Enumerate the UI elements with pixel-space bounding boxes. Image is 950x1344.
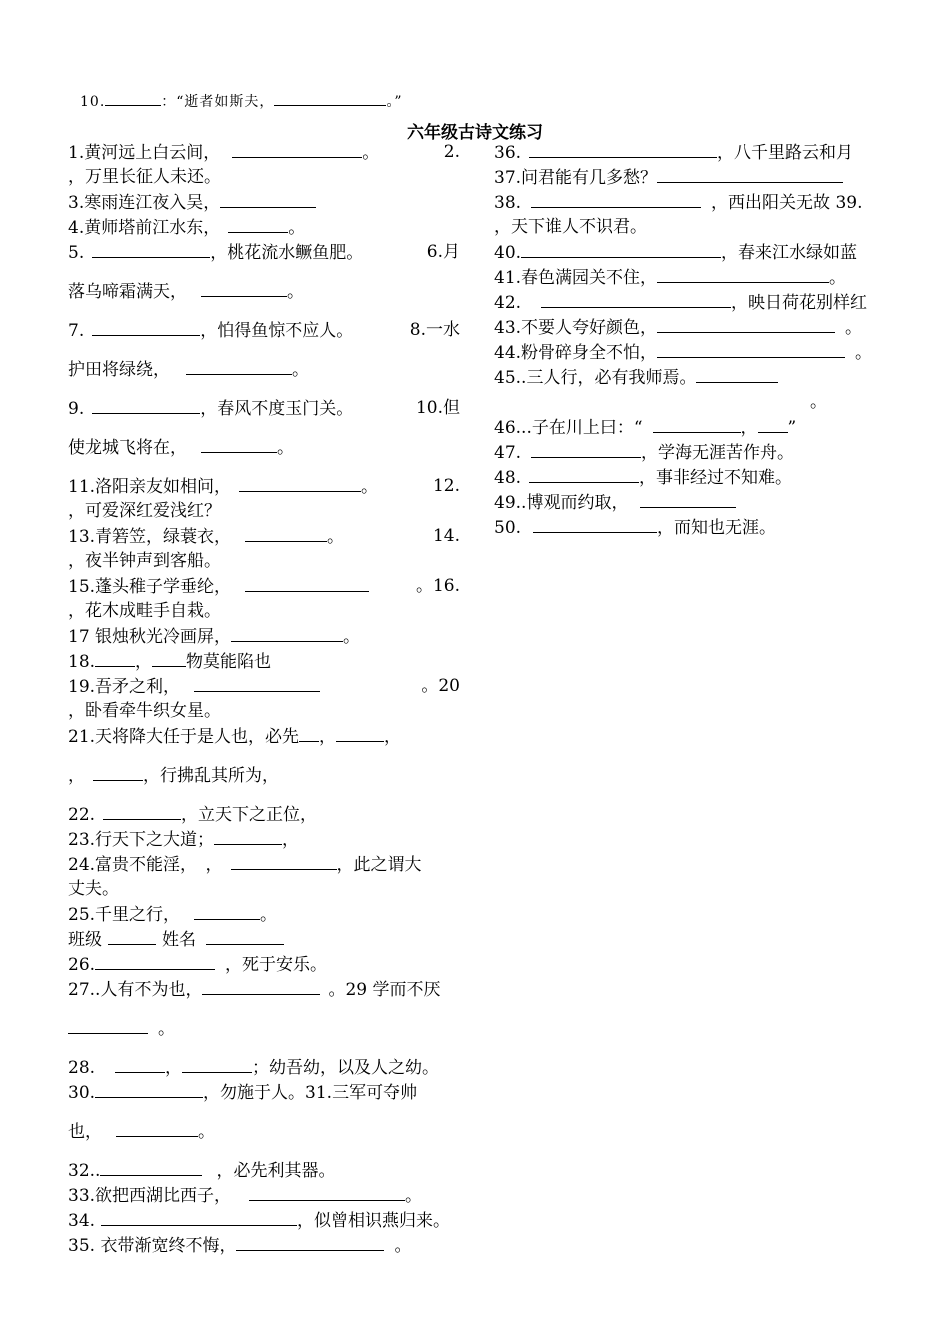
q10-quote: ：“逝者如斯夫， xyxy=(161,94,275,110)
question-line xyxy=(68,902,460,927)
text-segment: 。 xyxy=(277,438,294,458)
answer-blank[interactable] xyxy=(115,1055,165,1073)
question-line xyxy=(68,699,460,724)
class-name-line xyxy=(68,927,460,952)
answer-blank[interactable] xyxy=(541,290,731,308)
question-line xyxy=(494,365,886,390)
text-segment: 。29 学而不厌 xyxy=(328,980,441,1000)
answer-blank[interactable] xyxy=(274,88,386,106)
text-segment: ， xyxy=(384,727,402,747)
text-segment: ，必先利其器。 xyxy=(216,1161,336,1181)
question-line xyxy=(68,574,460,599)
question-line xyxy=(494,465,886,490)
text-segment: ，立天下之正位， xyxy=(181,805,318,825)
text-segment: 。 xyxy=(158,1019,175,1039)
answer-blank[interactable] xyxy=(103,802,181,820)
question-line xyxy=(68,524,460,549)
text-segment: 9. xyxy=(68,399,85,419)
answer-blank[interactable] xyxy=(214,827,282,845)
question-line xyxy=(494,290,886,315)
answer-blank[interactable] xyxy=(529,465,639,483)
question-line xyxy=(68,396,460,421)
answer-blank[interactable] xyxy=(531,440,641,458)
name-field[interactable] xyxy=(206,927,284,945)
question-line xyxy=(68,215,460,240)
text-segment: ，行拂乱其所为， xyxy=(143,766,279,786)
text-segment: 25.千里之行， xyxy=(68,905,181,925)
answer-blank[interactable] xyxy=(239,474,361,492)
text-segment: ，此之谓大 xyxy=(336,855,422,875)
text-segment: 也， xyxy=(68,1122,102,1142)
question-line xyxy=(494,440,886,465)
question-line xyxy=(68,724,460,749)
question-line xyxy=(494,390,886,415)
text-segment: 46...子在川上曰：“ xyxy=(494,418,643,438)
text-segment: 40. xyxy=(494,243,522,263)
answer-blank[interactable] xyxy=(231,624,343,642)
answer-blank[interactable] xyxy=(194,902,260,920)
text-segment: 23.行天下之大道； xyxy=(68,830,215,850)
answer-blank[interactable] xyxy=(186,357,292,375)
question-line xyxy=(68,952,460,977)
text-segment: 。 xyxy=(292,360,309,380)
question-line xyxy=(68,357,460,382)
text-segment: ，似曾相识燕归来。 xyxy=(297,1211,451,1231)
question-line xyxy=(68,827,460,852)
text-segment: ，死于安乐。 xyxy=(225,955,328,975)
text-segment: ，映日荷花别样红 xyxy=(731,293,868,313)
answer-blank[interactable] xyxy=(249,1183,405,1201)
answer-blank[interactable] xyxy=(696,365,778,383)
text-segment: 43.不要人夸好颜色， xyxy=(494,318,658,338)
text-segment: 11.洛阳亲友如相问， xyxy=(68,477,232,497)
answer-blank[interactable] xyxy=(521,240,721,258)
answer-blank[interactable] xyxy=(531,190,701,208)
text-segment: 42. xyxy=(494,293,522,313)
question-line xyxy=(494,315,886,340)
question-line xyxy=(68,1183,460,1208)
question-line xyxy=(68,190,460,215)
text-segment: 10.但 xyxy=(415,398,460,418)
text-segment: 护田将绿绕， xyxy=(68,360,170,380)
q10-number: 10. xyxy=(80,94,106,110)
text-segment: 落乌啼霜满天， xyxy=(68,282,187,302)
question-line xyxy=(68,1208,460,1233)
text-segment: ， xyxy=(740,418,758,438)
text-segment: 。 xyxy=(198,1122,215,1142)
text-segment: ” xyxy=(787,418,797,438)
text-segment: 17 银烛秋光冷画屏， xyxy=(68,627,232,647)
text-segment: 。 xyxy=(810,392,827,412)
question-line xyxy=(68,240,460,265)
answer-blank[interactable] xyxy=(758,415,788,433)
text-segment: ，怕得鱼惊不应人。 xyxy=(200,321,354,341)
question-line xyxy=(68,649,460,674)
text-segment: 6.月 xyxy=(426,242,460,262)
text-segment: 3.寒雨连江夜入吴， xyxy=(68,193,221,213)
text-segment: 26. xyxy=(68,955,96,975)
text-segment: 使龙城飞将在， xyxy=(68,438,187,458)
text-segment: 24.富贵不能淫， ， xyxy=(68,855,223,875)
text-segment: 姓名 xyxy=(162,930,196,950)
text-segment: 13.青箬笠，绿蓑衣， xyxy=(68,527,232,547)
question-line xyxy=(494,265,886,290)
right-column xyxy=(494,140,886,540)
answer-blank[interactable] xyxy=(95,1080,203,1098)
text-segment: ，春风不度玉门关。 xyxy=(200,399,354,419)
text-segment: 。 xyxy=(288,218,306,238)
answer-blank[interactable] xyxy=(231,852,337,870)
text-segment: 。 xyxy=(343,627,361,647)
text-segment: 50. xyxy=(494,518,522,538)
question-line xyxy=(68,318,460,343)
question-10-line xyxy=(80,88,403,111)
text-segment: 1.黄河远上白云间， xyxy=(68,143,221,163)
answer-blank[interactable] xyxy=(101,1208,297,1226)
answer-blank[interactable] xyxy=(95,952,215,970)
text-segment: 。 xyxy=(260,905,278,925)
answer-blank[interactable] xyxy=(529,140,717,158)
text-segment: 。 xyxy=(361,477,379,497)
answer-blank[interactable] xyxy=(105,88,161,106)
answer-blank[interactable] xyxy=(299,724,319,742)
text-segment: 。20 xyxy=(421,676,460,696)
question-line xyxy=(494,240,886,265)
text-segment: 。 xyxy=(287,282,304,302)
text-segment: 44.粉骨碎身全不怕， xyxy=(494,343,658,363)
question-line xyxy=(494,340,886,365)
answer-blank[interactable] xyxy=(232,140,362,158)
text-segment: ， xyxy=(319,727,337,747)
question-line xyxy=(68,763,460,788)
question-line xyxy=(494,140,886,165)
text-segment: 。 xyxy=(405,1186,423,1206)
text-segment: ，学海无涯苦作舟。 xyxy=(641,443,795,463)
text-segment: ，万里长征人未还。 xyxy=(68,167,221,187)
question-line xyxy=(68,1055,460,1080)
text-segment: ，桃花流水鳜鱼肥。 xyxy=(210,243,364,263)
text-segment: 物莫能陷也 xyxy=(186,652,272,672)
text-segment: 22. xyxy=(68,805,96,825)
text-segment: ，八千里路云和月 xyxy=(717,143,854,163)
question-line xyxy=(68,549,460,574)
text-segment: ，而知也无涯。 xyxy=(657,518,777,538)
text-segment: ，春来江水绿如蓝 xyxy=(721,243,858,263)
answer-blank[interactable] xyxy=(152,649,186,667)
answer-blank[interactable] xyxy=(201,435,277,453)
q10-end: 。” xyxy=(386,94,403,110)
answer-blank[interactable] xyxy=(68,1016,148,1034)
question-line xyxy=(68,140,460,165)
text-segment: 19.吾矛之利， xyxy=(68,677,181,697)
question-line xyxy=(494,415,886,440)
question-line xyxy=(68,499,460,524)
text-segment: ，可爱深红爱浅红？ xyxy=(68,501,221,521)
text-segment: ；幼吾幼，以及人之幼。 xyxy=(252,1058,440,1078)
text-segment: ， xyxy=(165,1058,183,1078)
answer-blank[interactable] xyxy=(657,165,843,183)
text-segment: 。 xyxy=(829,268,847,288)
text-segment: 7. xyxy=(68,321,85,341)
question-line xyxy=(494,515,886,540)
text-segment: ，花木成畦手自栽。 xyxy=(68,601,221,621)
answer-blank[interactable] xyxy=(92,240,210,258)
question-line xyxy=(68,1158,460,1183)
question-line xyxy=(494,215,886,240)
text-segment: 27..人有不为也， xyxy=(68,980,203,1000)
text-segment: 35. 衣带渐宽终不悔， xyxy=(68,1236,237,1256)
text-segment: 18. xyxy=(68,652,96,672)
question-line xyxy=(494,190,886,215)
text-segment: 12. xyxy=(432,476,460,496)
question-line xyxy=(68,674,460,699)
text-segment: 37.问君能有几多愁？ xyxy=(494,168,658,188)
text-segment: 。 xyxy=(855,343,873,363)
text-segment: 。 xyxy=(362,143,380,163)
answer-blank[interactable] xyxy=(653,415,741,433)
text-segment: 47. xyxy=(494,443,522,463)
text-segment: 。16. xyxy=(415,576,460,596)
text-segment: 班级 xyxy=(68,930,102,950)
question-line xyxy=(68,599,460,624)
text-segment: 8.一水 xyxy=(409,320,460,340)
text-segment: 48. xyxy=(494,468,522,488)
text-segment: 45..三人行，必有我师焉。 xyxy=(494,368,697,388)
answer-blank[interactable] xyxy=(640,490,736,508)
left-column xyxy=(68,140,460,1258)
text-segment: ， xyxy=(68,766,85,786)
answer-blank[interactable] xyxy=(116,1119,198,1137)
text-segment: 28. xyxy=(68,1058,96,1078)
text-segment: ，西出阳关无故 39. xyxy=(711,193,863,213)
text-segment: 。 xyxy=(845,318,863,338)
text-segment: 32.. xyxy=(68,1161,101,1181)
answer-blank[interactable] xyxy=(92,318,200,336)
answer-blank[interactable] xyxy=(657,315,835,333)
answer-blank[interactable] xyxy=(245,524,327,542)
page-title: 六年级古诗文练习 xyxy=(407,123,543,143)
answer-blank[interactable] xyxy=(228,215,288,233)
text-segment: ，夜半钟声到客船。 xyxy=(68,551,221,571)
question-line xyxy=(68,852,460,877)
text-segment: 4.黄师塔前江水东， xyxy=(68,218,221,238)
question-line xyxy=(68,624,460,649)
question-line xyxy=(68,165,460,190)
text-segment: ，天下谁人不识君。 xyxy=(494,217,647,237)
answer-blank[interactable] xyxy=(533,515,657,533)
question-line xyxy=(68,435,460,460)
text-segment: ，事非经过不知难。 xyxy=(639,468,793,488)
answer-blank[interactable] xyxy=(93,763,143,781)
answer-blank[interactable] xyxy=(100,1158,202,1176)
question-line xyxy=(68,279,460,304)
question-line xyxy=(494,165,886,190)
text-segment: 。 xyxy=(394,1236,412,1256)
class-field[interactable] xyxy=(108,927,156,945)
question-line xyxy=(68,1016,460,1041)
answer-blank[interactable] xyxy=(95,649,135,667)
text-segment: 36. xyxy=(494,143,522,163)
question-line xyxy=(68,1119,460,1144)
question-line xyxy=(68,1233,460,1258)
text-segment: 41.春色满园关不住， xyxy=(494,268,658,288)
answer-blank[interactable] xyxy=(336,724,384,742)
answer-blank[interactable] xyxy=(182,1055,252,1073)
text-segment: 38. xyxy=(494,193,522,213)
answer-blank[interactable] xyxy=(201,279,287,297)
text-segment: 49..博观而约取， xyxy=(494,493,629,513)
text-segment: 。 xyxy=(327,527,345,547)
question-line xyxy=(68,977,460,1002)
answer-blank[interactable] xyxy=(236,1233,384,1251)
question-line xyxy=(68,474,460,499)
text-segment: ，勿施于人。31.三军可夺帅 xyxy=(203,1083,418,1103)
answer-blank[interactable] xyxy=(194,674,320,692)
question-line xyxy=(68,802,460,827)
text-segment: ，卧看牵牛织女星。 xyxy=(68,701,221,721)
answer-blank[interactable] xyxy=(202,977,320,995)
text-segment: 21.天将降大任于是人也，必先 xyxy=(68,727,300,747)
answer-blank[interactable] xyxy=(220,190,316,208)
text-segment: ， xyxy=(135,652,153,672)
question-line xyxy=(68,1080,460,1105)
text-segment: 5. xyxy=(68,243,85,263)
question-line xyxy=(68,877,460,902)
answer-blank[interactable] xyxy=(657,340,845,358)
question-line xyxy=(494,490,886,515)
text-segment: 33.欲把西湖比西子， xyxy=(68,1186,232,1206)
text-segment: ， xyxy=(282,830,300,850)
text-segment: 2. xyxy=(443,142,460,162)
answer-blank[interactable] xyxy=(245,574,369,592)
text-segment: 30. xyxy=(68,1083,96,1103)
answer-blank[interactable] xyxy=(657,265,829,283)
text-segment: 14. xyxy=(432,526,460,546)
answer-blank[interactable] xyxy=(92,396,200,414)
text-segment: 15.蓬头稚子学垂纶， xyxy=(68,577,232,597)
text-segment: 34. xyxy=(68,1211,96,1231)
text-segment: 丈夫。 xyxy=(68,879,119,899)
